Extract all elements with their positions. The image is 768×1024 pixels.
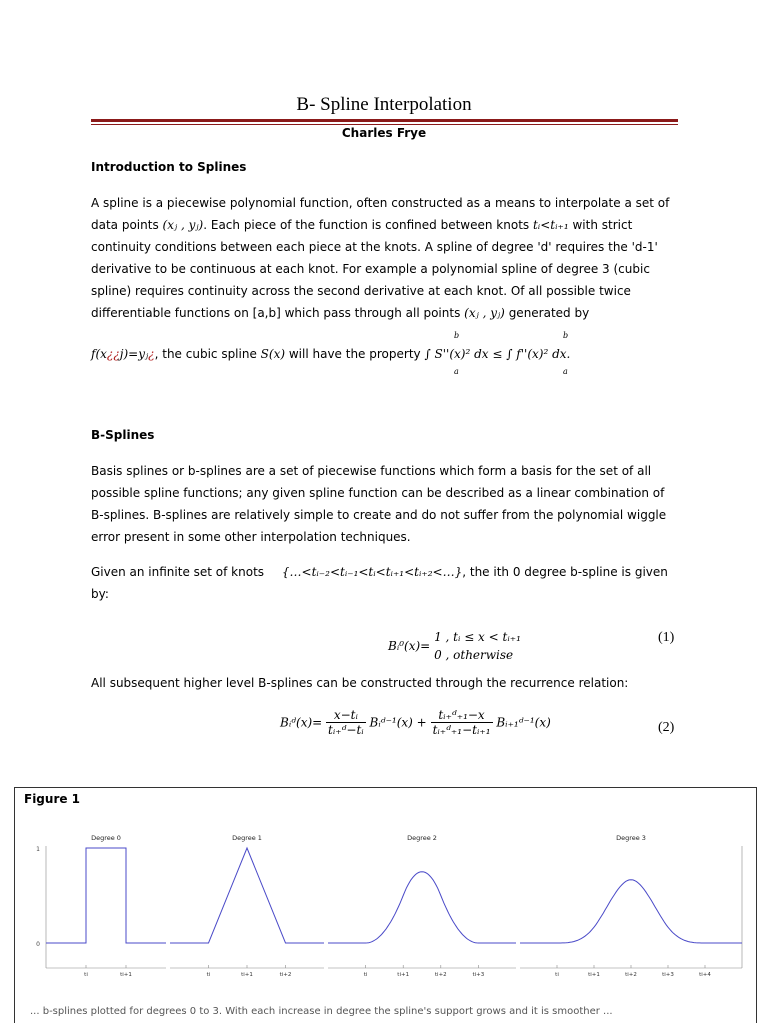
panel-3-tick-label-0: ti <box>555 972 559 978</box>
math-knots: tᵢ<tᵢ₊₁ <box>532 218 569 232</box>
panel-1-curve <box>170 848 324 943</box>
math-integral-property: ∫ S''(x)² dx ≤ ∫ f''(x)² dx. <box>424 347 571 361</box>
intro-line-5: spline) requires continuity across the second derivative at each knot. Of all possible twice <box>91 284 631 298</box>
document-title: B- Spline Interpolation <box>296 94 472 115</box>
y-tick-label-0: 0 <box>36 941 40 948</box>
panel-3-title: Degree 3 <box>616 834 646 842</box>
integral-lower-limit-1: a <box>454 367 459 376</box>
heading-introduction: Introduction to Splines <box>91 160 247 174</box>
knots-line-2: by: <box>91 587 109 601</box>
intro-line-3: continuity conditions between each piece at the knots. A spline of degree 'd' requires the 'd-1' <box>91 240 658 254</box>
panel-2-tick-label-1: ti+1 <box>397 972 410 978</box>
eq2-mid: Bᵢᵈ⁻¹(x) + <box>369 715 427 730</box>
intro-line-6: differentiable functions on [a,b] which pass through all points (xⱼ , yⱼ) generated by <box>91 306 590 320</box>
equation-2-number: (2) <box>658 720 675 735</box>
intro-line-2: data points (xⱼ , yⱼ). Each piece of the function is confined between knots tᵢ<tᵢ₊₁ with strict <box>91 218 633 232</box>
eq2-frac-2: $\frac{\text{tᵢ₊ᵈ₊₁−x}}{\text{tᵢ₊ᵈ₊₁−tᵢ₊₁}}$ <box>432 708 491 737</box>
eq1-case-2: 0 , otherwise <box>434 648 514 662</box>
intro-line-4: derivative to be continuous at each knot. For example a polynomial spline of degree 3 (cubic <box>91 262 650 276</box>
equation-1 <box>388 628 521 664</box>
panel-0-tick-label-1: ti+1 <box>120 972 132 978</box>
eq2-end: Bᵢ₊₁ᵈ⁻¹(x) <box>496 715 551 730</box>
figure-label: Figure 1 <box>24 792 81 806</box>
panel-3-tick-label-3: ti+3 <box>662 972 674 978</box>
panel-2-tick-label-3: ti+3 <box>472 972 485 978</box>
panel-3-curve <box>520 880 742 943</box>
integral-upper-limit-1: b <box>454 331 460 340</box>
integral-upper-limit-2: b <box>563 331 569 340</box>
bsplines-paragraph <box>91 460 681 548</box>
bsplines-line-3: B-splines. B-splines are relatively simple to create and do not suffer from the polynomial wiggle <box>91 508 667 522</box>
bsplines-line-1: Basis splines or b-splines are a set of piecewise functions which form a basis for the set of all <box>91 464 652 478</box>
intro-line-7: f(x¿¿j)=yⱼ¿, the cubic spline S(x) will have the property ∫ S''(x)² dx ≤ ∫ f''(x)² dx. <box>91 347 571 361</box>
equation-1-number: (1) <box>658 630 675 645</box>
knots-paragraph <box>91 561 681 605</box>
integral-lower-limit-2: a <box>563 367 568 376</box>
panel-1-tick-label-1: ti+1 <box>241 972 253 978</box>
panel-3-tick-label-2: ti+2 <box>625 972 637 978</box>
panel-1-tick-label-2: ti+2 <box>279 972 292 978</box>
eq1-cases <box>434 628 521 664</box>
figure-plot <box>20 828 750 978</box>
intro-paragraph <box>91 192 681 324</box>
panel-1-title: Degree 1 <box>232 834 262 842</box>
title-rule-thick <box>91 119 678 122</box>
figure-caption: ... b-splines plotted for degrees 0 to 3. With each increase in degree the spline's support grows and it is smoother ... <box>30 1006 613 1017</box>
panel-2-tick-label-0: ti <box>363 972 368 978</box>
heading-bsplines: B-Splines <box>91 428 155 442</box>
document-author: Charles Frye <box>341 126 427 140</box>
bsplines-line-4: error present in some other interpolation techniques. <box>91 530 411 544</box>
panel-1-tick-label-0: ti <box>206 972 211 978</box>
math-S: S(x) <box>260 347 286 361</box>
eq1-lhs: Bᵢ⁰(x)= <box>388 639 431 653</box>
bsplines-line-2: possible spline functions; any given spline function can be described as a linear combination of <box>91 486 665 500</box>
recurrence-text: All subsequent higher level B-splines can be constructed through the recurrence relation: <box>91 676 629 690</box>
equation-2 <box>280 708 551 737</box>
panel-3-tick-label-1: ti+1 <box>588 972 600 978</box>
panel-0-title: Degree 0 <box>91 834 121 842</box>
panel-2-tick-label-2: ti+2 <box>434 972 447 978</box>
panel-3-tick-label-4: ti+4 <box>699 972 711 978</box>
y-tick-label-1: 1 <box>36 846 40 853</box>
math-points: (xⱼ , yⱼ) <box>162 218 204 232</box>
panel-0-curve <box>46 848 166 943</box>
panel-2-curve <box>328 872 516 943</box>
panel-2-title: Degree 2 <box>407 834 437 842</box>
math-knot-set: {…<tᵢ₋₂<tᵢ₋₁<tᵢ<tᵢ₊₁<tᵢ₊₂<…} <box>281 565 463 579</box>
intro-line-1: A spline is a piecewise polynomial function, often constructed as a means to interpolate a set of <box>91 196 670 210</box>
title-rule-thin <box>91 124 678 125</box>
eq1-case-1: 1 , tᵢ ≤ x < tᵢ₊₁ <box>434 630 521 644</box>
eq2-frac-1: $\frac{\text{x−tᵢ}}{\text{tᵢ₊ᵈ−tᵢ}}$ <box>328 708 364 737</box>
math-f: f(x <box>91 347 107 361</box>
math-points-2: (xⱼ , yⱼ) <box>464 306 505 320</box>
eq2-lhs: Bᵢᵈ(x)= <box>280 715 323 730</box>
panel-0-tick-label-0: ti <box>84 972 88 978</box>
knots-line-1: Given an infinite set of knots {…<tᵢ₋₂<tᵢ₋₁<tᵢ<tᵢ₊₁<tᵢ₊₂<…}, the ith 0 degree b-spline is given <box>91 565 668 579</box>
